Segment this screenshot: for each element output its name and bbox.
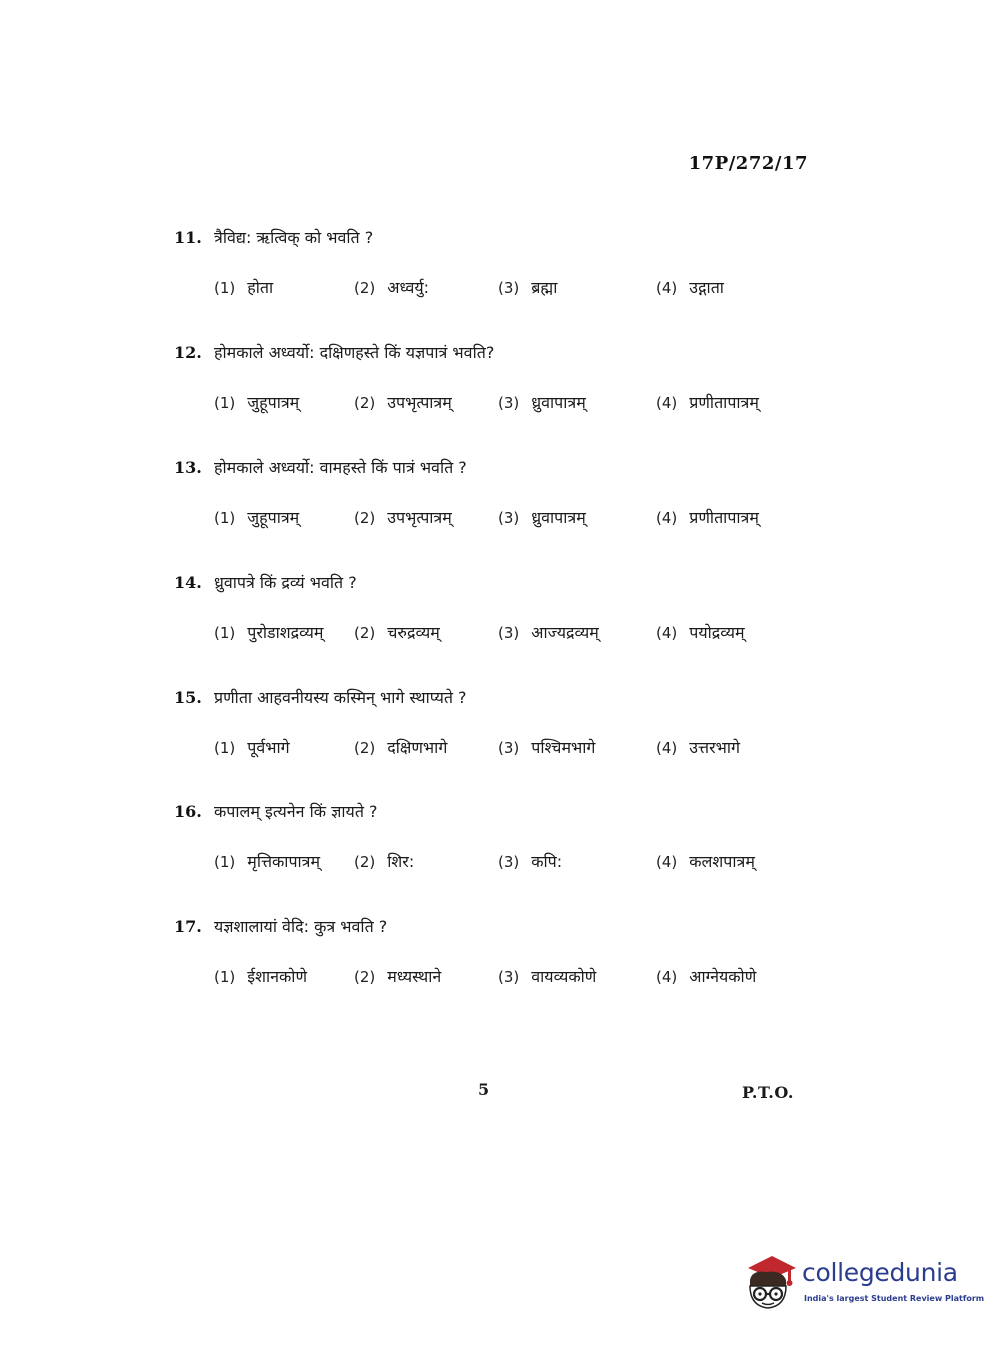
option-3 (498, 276, 557, 298)
question-line (174, 915, 814, 943)
option-number: (3) (498, 624, 520, 642)
option-1 (214, 736, 290, 758)
option-number: (3) (498, 739, 520, 757)
options-row (174, 965, 814, 993)
option-number: (1) (214, 394, 236, 412)
option-number: (2) (354, 624, 376, 642)
option-number: (1) (214, 279, 236, 297)
option-4 (656, 391, 759, 413)
mascot-logo-icon (742, 1250, 800, 1312)
option-text: चरुद्रव्यम् (387, 623, 440, 642)
question-11 (174, 226, 814, 304)
option-number: (1) (214, 968, 236, 986)
option-number: (1) (214, 739, 236, 757)
question-text: यज्ञशालायां वेदि: कुत्र भवति ? (214, 917, 388, 936)
option-number: (4) (656, 509, 678, 527)
question-number: 15. (174, 688, 202, 707)
option-1 (214, 506, 299, 528)
option-text: उपभृत्पात्रम् (387, 508, 452, 527)
option-4 (656, 965, 756, 987)
options-row (174, 506, 814, 534)
option-text: आग्नेयकोणे (689, 967, 757, 986)
option-2 (354, 621, 440, 643)
option-number: (4) (656, 394, 678, 412)
question-12 (174, 341, 814, 419)
option-text: ध्रुवापात्रम् (531, 508, 586, 527)
question-number: 11. (174, 228, 202, 247)
option-number: (2) (354, 509, 376, 527)
option-number: (2) (354, 739, 376, 757)
option-4 (656, 621, 745, 643)
option-4 (656, 276, 724, 298)
option-1 (214, 276, 273, 298)
option-text: आज्यद्रव्यम् (531, 623, 599, 642)
option-text: पुरोडाशद्रव्यम् (247, 623, 324, 642)
option-text: प्रणीतापात्रम् (689, 393, 759, 412)
question-text: होमकाले अध्वर्यो: दक्षिणहस्ते किं यज्ञपात्रं भवति? (214, 343, 495, 362)
option-3 (498, 736, 595, 758)
question-number: 17. (174, 917, 202, 936)
option-number: (4) (656, 279, 678, 297)
option-text: प्रणीतापात्रम् (689, 508, 759, 527)
option-text: कलशपात्रम् (689, 852, 755, 871)
question-number: 12. (174, 343, 202, 362)
option-2 (354, 965, 441, 987)
option-number: (3) (498, 394, 520, 412)
option-3 (498, 621, 599, 643)
option-text: मध्यस्थाने (387, 967, 442, 986)
option-2 (354, 736, 447, 758)
brand-tagline: India's largest Student Review Platform (804, 1294, 985, 1303)
option-number: (4) (656, 968, 678, 986)
option-text: अध्वर्यु: (387, 278, 430, 297)
option-number: (4) (656, 624, 678, 642)
option-text: जुहूपात्रम् (247, 393, 300, 412)
option-3 (498, 850, 562, 872)
option-text: पूर्वभागे (247, 738, 290, 757)
options-row (174, 276, 814, 304)
question-line (174, 800, 814, 828)
options-row (174, 850, 814, 878)
option-number: (4) (656, 739, 678, 757)
question-number: 14. (174, 573, 202, 592)
option-text: मृत्तिकापात्रम् (247, 852, 321, 871)
question-line (174, 226, 814, 254)
question-number: 16. (174, 802, 202, 821)
option-text: वायव्यकोणे (531, 967, 597, 986)
options-row (174, 621, 814, 649)
question-16 (174, 800, 814, 878)
question-number: 13. (174, 458, 202, 477)
question-text: कपालम् इत्यनेन किं ज्ञायते ? (214, 802, 378, 821)
option-4 (656, 736, 740, 758)
option-1 (214, 391, 299, 413)
option-number: (1) (214, 624, 236, 642)
option-4 (656, 850, 755, 872)
option-4 (656, 506, 759, 528)
option-number: (3) (498, 279, 520, 297)
options-row (174, 391, 814, 419)
option-3 (498, 391, 586, 413)
option-3 (498, 965, 596, 987)
option-text: पयोद्रव्यम् (689, 623, 745, 642)
question-17 (174, 915, 814, 993)
pto-label: P.T.O. (742, 1083, 794, 1102)
question-text: त्रैविद्य: ऋत्विक् को भवति ? (214, 228, 374, 247)
option-number: (3) (498, 968, 520, 986)
option-text: उत्तरभागे (689, 738, 741, 757)
option-1 (214, 965, 307, 987)
option-2 (354, 276, 429, 298)
question-text: प्रणीता आहवनीयस्य कस्मिन् भागे स्थाप्यते ? (214, 688, 467, 707)
option-number: (2) (354, 394, 376, 412)
question-line (174, 571, 814, 599)
question-line (174, 686, 814, 714)
option-number: (2) (354, 968, 376, 986)
option-number: (2) (354, 853, 376, 871)
option-number: (3) (498, 509, 520, 527)
options-row (174, 736, 814, 764)
option-text: उद्गाता (689, 278, 724, 297)
option-number: (2) (354, 279, 376, 297)
option-number: (1) (214, 509, 236, 527)
page-number: 5 (478, 1080, 490, 1099)
brand-name: collegedunia (802, 1258, 958, 1287)
option-1 (214, 621, 323, 643)
option-text: दक्षिणभागे (387, 738, 448, 757)
option-number: (4) (656, 853, 678, 871)
collegedunia-watermark (742, 1250, 985, 1312)
option-number: (3) (498, 853, 520, 871)
option-text: ध्रुवापात्रम् (531, 393, 586, 412)
paper-code: 17P/272/17 (688, 153, 808, 174)
option-2 (354, 850, 414, 872)
option-2 (354, 391, 452, 413)
option-text: उपभृत्पात्रम् (387, 393, 452, 412)
option-3 (498, 506, 586, 528)
question-13 (174, 456, 814, 534)
option-text: ब्रह्मा (531, 278, 558, 297)
question-text: होमकाले अध्वर्यो: वामहस्ते किं पात्रं भवति ? (214, 458, 467, 477)
question-line (174, 341, 814, 369)
option-text: जुहूपात्रम् (247, 508, 300, 527)
option-2 (354, 506, 452, 528)
option-text: पश्चिमभागे (531, 738, 596, 757)
question-14 (174, 571, 814, 649)
question-text: ध्रुवापत्रे किं द्रव्यं भवति ? (214, 573, 357, 592)
option-text: होता (247, 278, 274, 297)
question-15 (174, 686, 814, 764)
option-number: (1) (214, 853, 236, 871)
option-text: शिर: (387, 852, 415, 871)
option-1 (214, 850, 320, 872)
option-text: ईशानकोणे (247, 967, 308, 986)
question-line (174, 456, 814, 484)
option-text: कपि: (531, 852, 563, 871)
